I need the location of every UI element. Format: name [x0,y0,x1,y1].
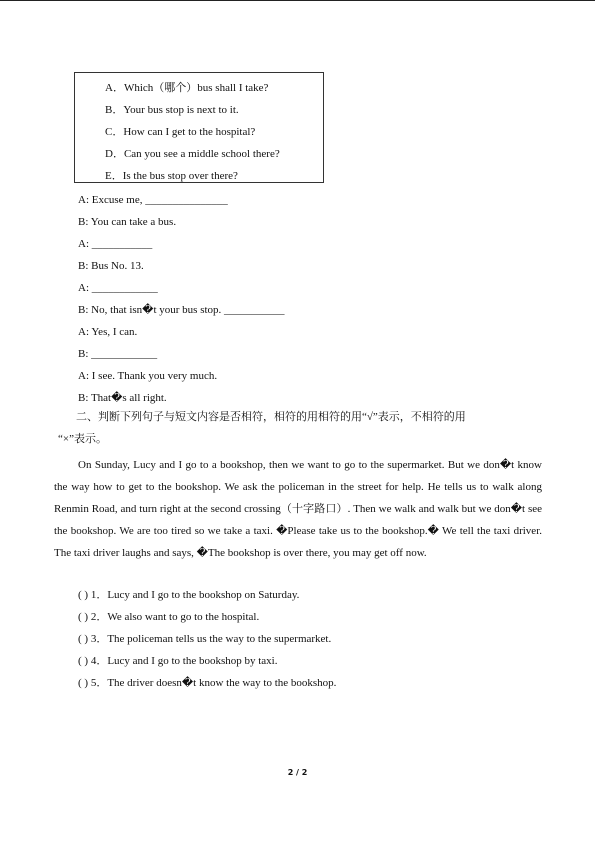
option-c: C．How can I get to the hospital? [105,126,256,138]
dialogue-line: A: ___________ [78,238,153,250]
dialogue-line: A: I see. Thank you very much. [78,370,218,382]
dialogue-line: B: You can take a bus. [78,216,177,228]
dialogue-line: A: ____________ [78,282,158,294]
dialogue-line: A: Yes, I can. [78,326,138,338]
section-heading-cont: “×”表示。 [58,433,107,445]
page-top-border [0,0,595,1]
statement-item: ( ) 4．Lucy and I go to the bookshop by taxi. [78,655,278,667]
dialogue-line: A: Excuse me, _______________ [78,194,228,206]
page-number: 2 / 2 [287,768,308,777]
statement-item: ( ) 3．The policeman tells us the way to the supermarket. [78,633,332,645]
dialogue-line: B: Bus No. 13. [78,260,144,272]
statement-item: ( ) 2．We also want to go to the hospital. [78,611,260,623]
dialogue-line: B: No, that isn�t your bus stop. ___________ [78,304,285,316]
dialogue-line: B: ____________ [78,348,158,360]
option-e: E．Is the bus stop over there? [105,170,238,182]
option-d: D．Can you see a middle school there? [105,148,280,160]
reading-passage: On Sunday, Lucy and I go to a bookshop, then we want to go to the supermarket. But we don�t know the way how to get to the bookshop. We ask the policeman in the street for help. He tells us to walk along Renmin Road, and turn right at the second crossing（十字路口）. Then we walk and walk but we don�t see the bookshop. We are too tired so we take a taxi. �Please take us to the bookshop.� We tell the taxi driver. The taxi driver laughs and says, �The bookshop is over there, you may get off now. [54,459,542,559]
statement-item: ( ) 5．The driver doesn�t know the way to the bookshop. [78,677,337,689]
options-box [74,72,324,183]
section-heading: 二、判断下列句子与短文内容是否相符，相符的用相符的用“√”表示，不相符的用 [76,411,466,423]
dialogue-line: B: That�s all right. [78,392,167,404]
option-b: B．Your bus stop is next to it. [105,104,239,116]
option-a: A．Which（哪个）bus shall I take? [105,82,269,94]
statement-item: ( ) 1．Lucy and I go to the bookshop on Saturday. [78,589,300,601]
